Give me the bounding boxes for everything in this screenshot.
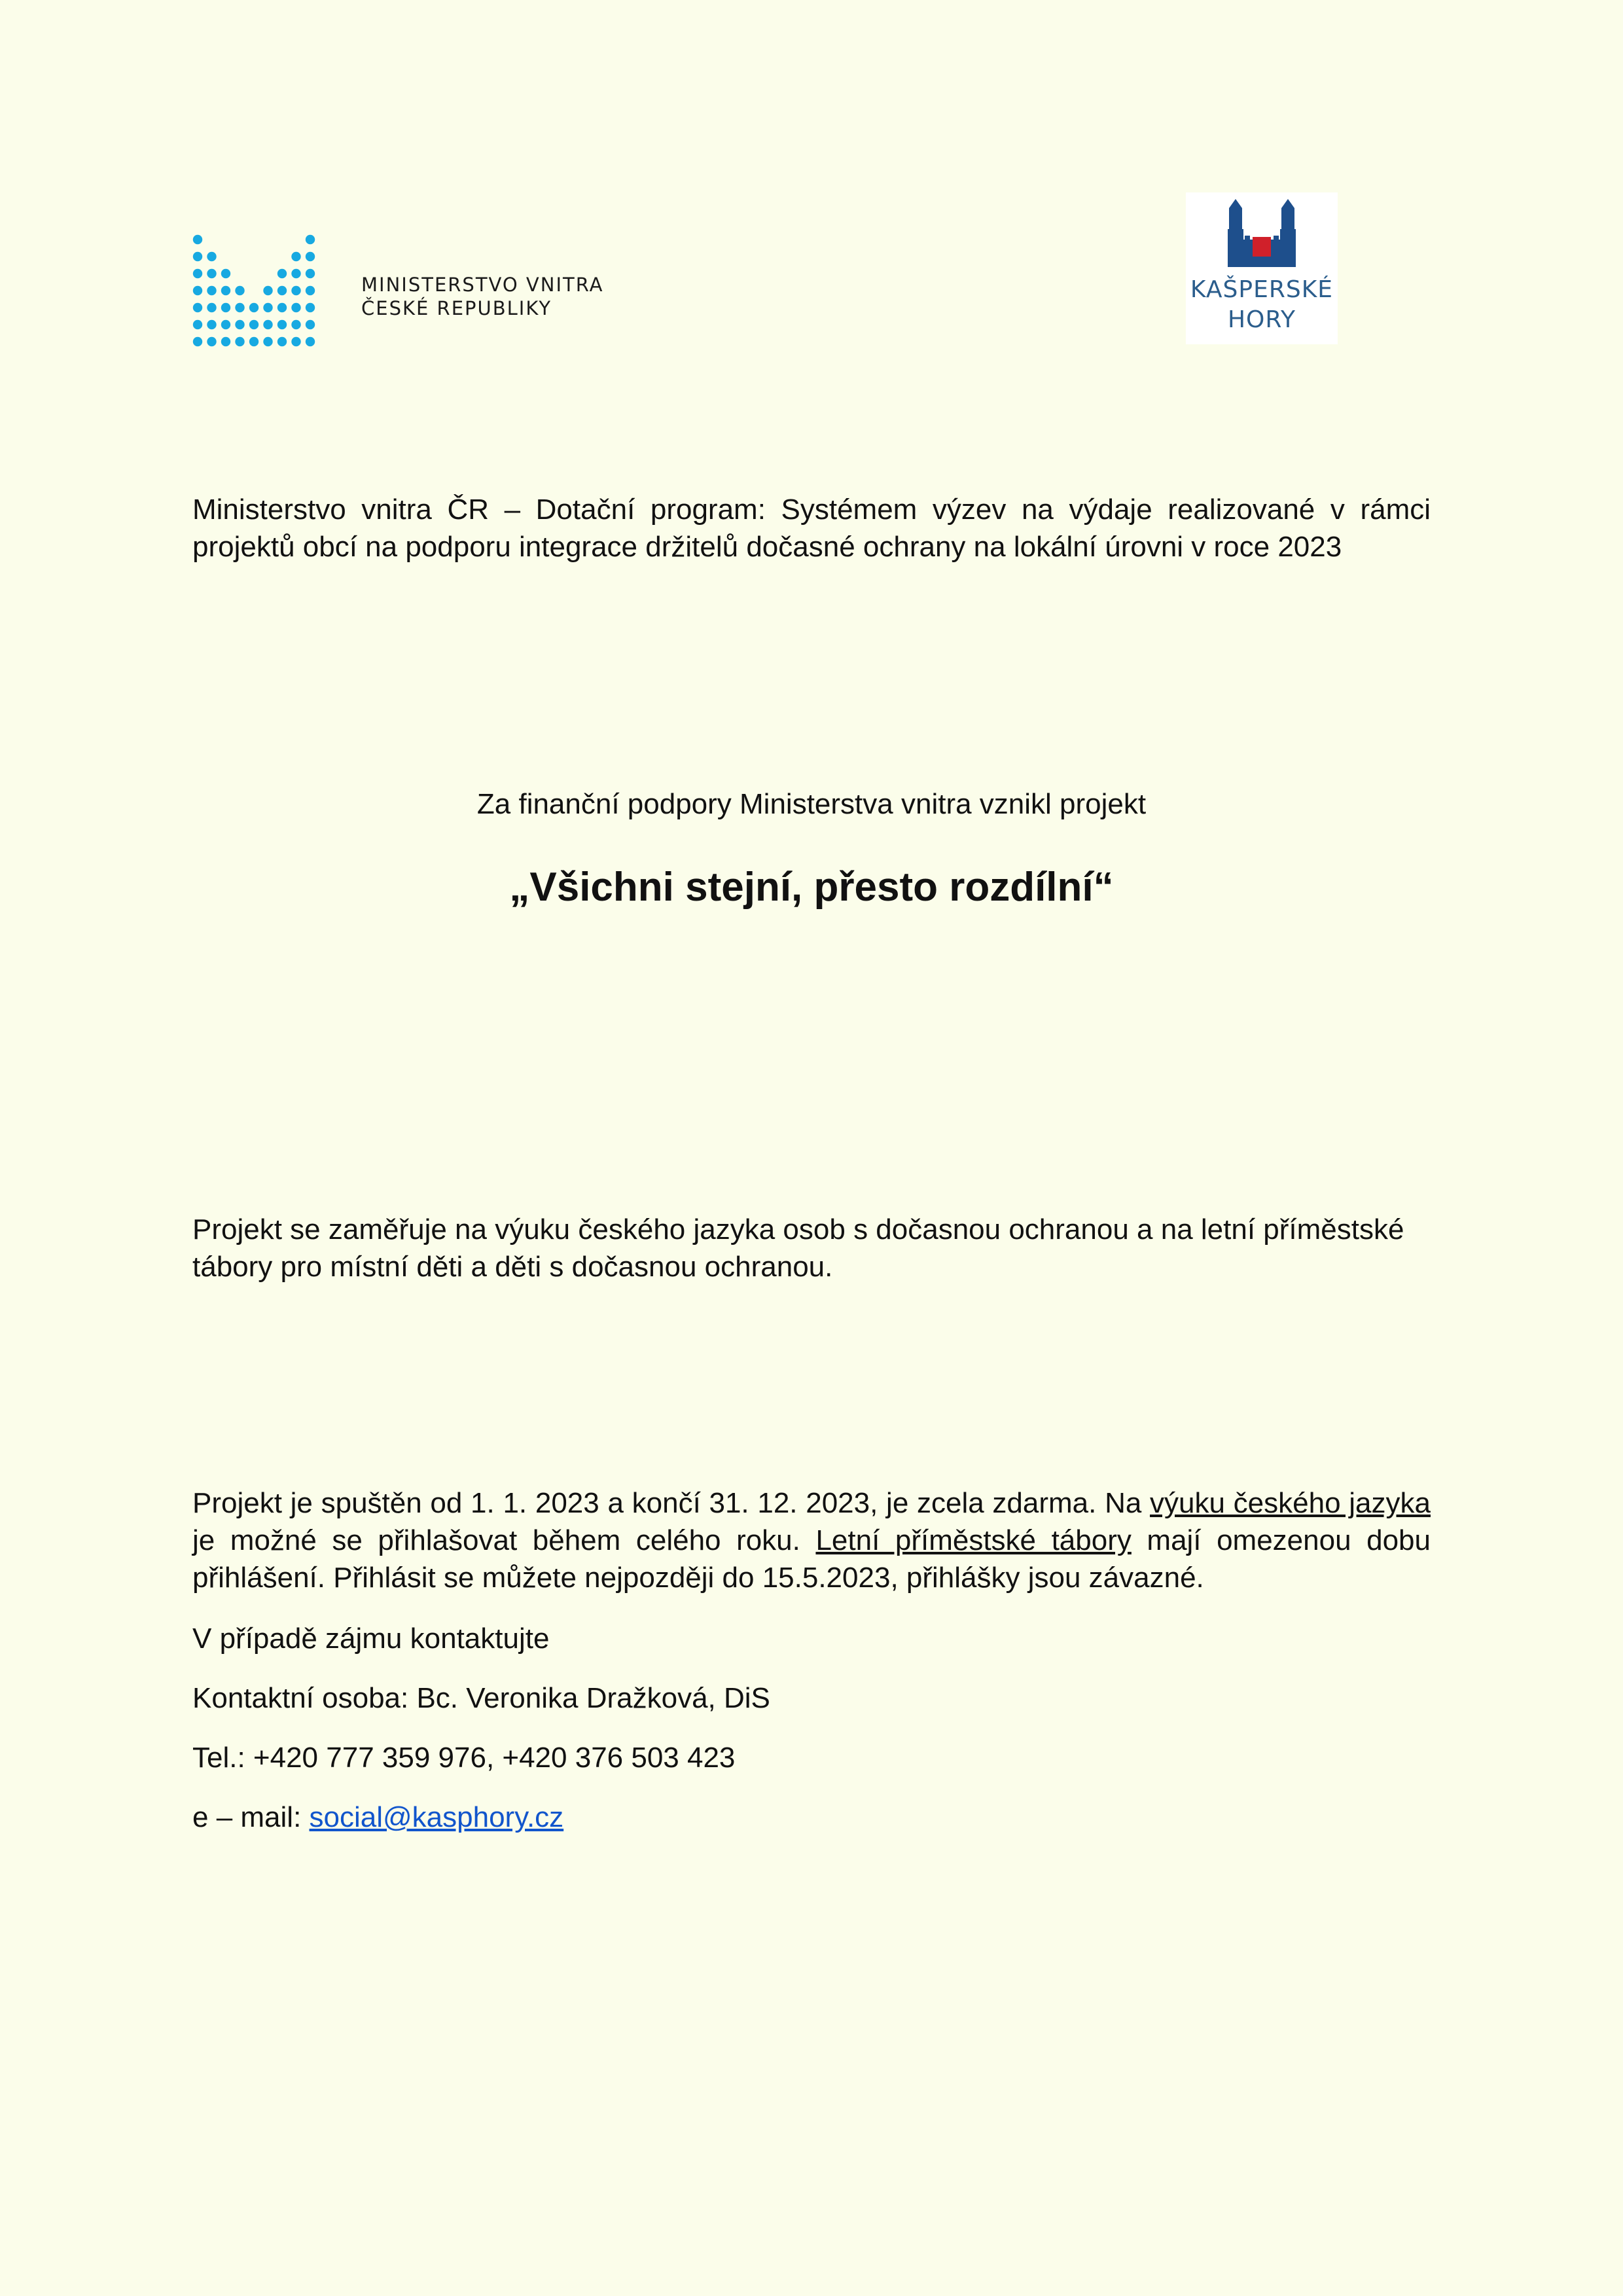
details-paragraph — [192, 1484, 1431, 1596]
focus-paragraph: Projekt se zaměřuje na výuku českého jazyka osob s dočasnou ochranou a na letní příměstské tábory pro místní děti a děti s dočasnou ochranou. — [192, 1213, 1404, 1283]
town-logo — [1186, 192, 1338, 344]
ministry-logo-line2: ČESKÉ REPUBLIKY — [361, 297, 552, 319]
email-label: e – mail: — [192, 1801, 310, 1833]
details-text-2: je možné se přihlašovat během celého roku. — [192, 1524, 816, 1556]
summer-camps-link[interactable]: Letní příměstské tábory — [815, 1524, 1132, 1556]
castle-icon — [1224, 199, 1300, 267]
details-text-1: Projekt je spuštěn od 1. 1. 2023 a končí 31. 12. 2023, je zcela zdarma. Na — [192, 1487, 1150, 1519]
details-text-3: mají omezenou dobu přihlášení. Přihlásit se můžete nejpozději do 15.5.2023, přihlášky jsou závazné. — [192, 1524, 1431, 1594]
ministry-dots-icon — [192, 234, 336, 347]
contact-phone: Tel.: +420 777 359 976, +420 376 503 423 — [192, 1742, 736, 1774]
town-logo-line1: KAŠPERSKÉ — [1190, 276, 1334, 303]
contact-email-line — [192, 1799, 563, 1836]
ministry-logo — [192, 234, 604, 347]
contact-person: Kontaktní osoba: Bc. Veronika Dražková, DiS — [192, 1682, 770, 1714]
project-title: „Všichni stejní, přesto rozdílní“ — [509, 865, 1114, 910]
support-line: Za finanční podpory Ministerstva vnitra vznikl projekt — [476, 788, 1147, 820]
town-logo-line2: HORY — [1227, 306, 1296, 333]
intro-paragraph: Ministerstvo vnitra ČR – Dotační program: Systémem výzev na výdaje realizované v rámci projektů obcí na podporu integrace držitelů dočasné ochrany na lokální úrovni v roce 2023 — [192, 493, 1431, 563]
contact-intro: V případě zájmu kontaktujte — [192, 1623, 550, 1655]
email-link[interactable]: social@kasphory.cz — [309, 1801, 564, 1833]
czech-lessons-link[interactable]: výuku českého jazyka — [1150, 1487, 1431, 1519]
ministry-logo-line1: MINISTERSTVO VNITRA — [361, 274, 604, 296]
